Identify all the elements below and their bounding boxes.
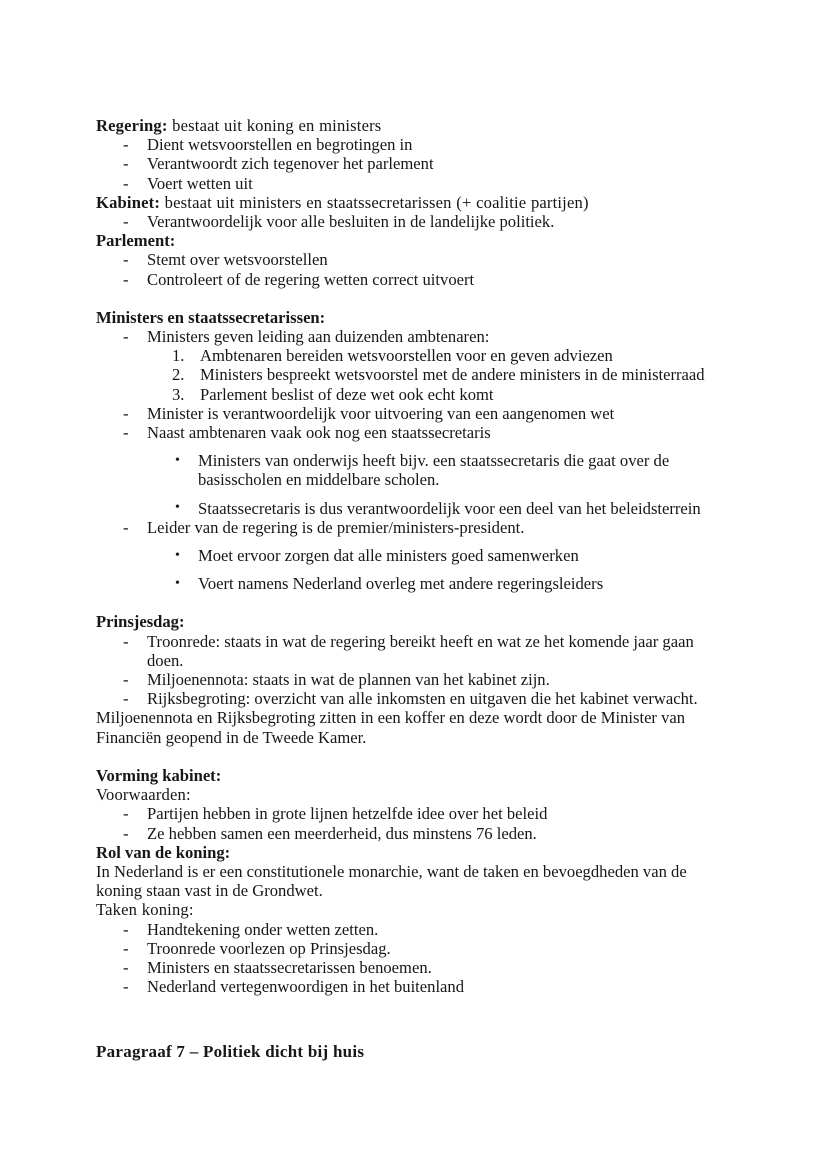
list-item-text: Staatssecretaris is dus verantwoordelijk voor een deel van het beleidsterrein	[198, 498, 701, 518]
parlement-heading: Parlement:	[96, 231, 176, 251]
list-item-text: Ambtenaren bereiden wetsvoorstellen voor en geven adviezen	[200, 346, 613, 366]
section-gap	[96, 593, 714, 612]
dash-marker-icon: -	[123, 173, 129, 193]
list-item-text: Voert namens Nederland overleg met andere regeringsleiders	[198, 574, 604, 594]
bullet-marker-icon: •	[175, 452, 180, 468]
list-item	[96, 154, 714, 173]
numbered-list-item	[96, 346, 714, 365]
dash-marker-icon: -	[123, 938, 129, 958]
list-item	[96, 689, 714, 708]
dash-marker-icon: -	[123, 670, 129, 690]
list-item	[96, 518, 714, 537]
prinsjesdag-paragraph: Miljoenennota en Rijksbegroting zitten in een koffer en deze wordt door de Minister van Financiën geopend in de Tweede Kamer.	[96, 708, 686, 747]
rol-koning-paragraph: In Nederland is er een constitutionele monarchie, want de taken en bevoegdheden van de koning staan vast in de Grondwet.	[96, 861, 687, 901]
taken-koning-subheading: Taken koning:	[96, 900, 194, 920]
list-item	[96, 939, 714, 958]
bullet-marker-icon: •	[175, 547, 180, 563]
list-gap	[96, 442, 714, 451]
section-gap	[96, 747, 714, 766]
list-item-text: Voert wetten uit	[147, 173, 253, 193]
regering-label: Regering:	[96, 116, 168, 135]
list-item-text: Minister is verantwoordelijk voor uitvoering van een aangenomen wet	[147, 403, 615, 423]
list-item-text: Dient wetsvoorstellen en begrotingen in	[147, 135, 413, 155]
list-item	[96, 135, 714, 154]
list-number: 1.	[172, 346, 185, 366]
bullet-marker-icon: •	[175, 500, 180, 516]
numbered-list-item	[96, 365, 714, 384]
bullet-list-item	[96, 499, 714, 518]
list-item-text: Rijksbegroting: overzicht van alle inkomsten en uitgaven die het kabinet verwacht.	[147, 689, 698, 709]
list-number: 3.	[172, 384, 185, 404]
list-item	[96, 632, 714, 670]
dash-marker-icon: -	[123, 919, 129, 939]
list-item-text: Ministers van onderwijs heeft bijv. een staatssecretaris die gaat over de basisscholen en middelbare scholen.	[198, 451, 670, 490]
dash-marker-icon: -	[123, 823, 129, 843]
list-item-text: Ministers geven leiding aan duizenden ambtenaren:	[147, 327, 490, 347]
list-item-text: Controleert of de regering wetten correct uitvoert	[147, 269, 475, 289]
dash-marker-icon: -	[123, 689, 129, 709]
list-item-text: Leider van de regering is de premier/ministers-president.	[147, 517, 525, 537]
list-item-text: Stemt over wetsvoorstellen	[147, 250, 328, 270]
list-item-text: Ministers bespreekt wetsvoorstel met de andere ministers in de ministerraad	[200, 365, 705, 385]
paragraph-heading: Paragraaf 7 – Politiek dicht bij huis	[96, 1042, 365, 1061]
rol-koning-heading: Rol van de koning:	[96, 842, 231, 862]
kabinet-label-rest: bestaat uit ministers en staatssecretarissen (+ coalitie partijen)	[160, 192, 589, 212]
list-item-text: Ministers en staatssecretarissen benoemen.	[147, 957, 432, 977]
dash-marker-icon: -	[123, 403, 129, 423]
list-item	[96, 174, 714, 193]
ministers-heading: Ministers en staatssecretarissen:	[96, 307, 326, 327]
list-item-text: Handtekening onder wetten zetten.	[147, 919, 379, 939]
list-item-text: Troonrede: staats in wat de regering bereikt heeft en wat ze het komende jaar gaan doen.	[147, 631, 694, 670]
list-item-text: Naast ambtenaren vaak ook nog een staatssecretaris	[147, 423, 491, 443]
list-item	[96, 824, 714, 843]
bullet-marker-icon: •	[175, 575, 180, 591]
bullet-list-item	[96, 574, 714, 593]
dash-marker-icon: -	[123, 135, 129, 155]
list-gap	[96, 537, 714, 546]
voorwaarden-subheading: Voorwaarden:	[96, 785, 191, 805]
list-item	[96, 327, 714, 346]
bullet-list-item	[96, 451, 714, 489]
list-item-text: Verantwoordt zich tegenover het parlement	[147, 154, 434, 174]
section-gap	[96, 289, 714, 308]
dash-marker-icon: -	[123, 957, 129, 977]
document-body	[96, 116, 714, 996]
list-item-text: Parlement beslist of deze wet ook echt komt	[200, 384, 494, 404]
dash-marker-icon: -	[123, 423, 129, 443]
dash-marker-icon: -	[123, 154, 129, 174]
list-item	[96, 250, 714, 269]
kabinet-label-line	[96, 193, 714, 212]
regering-label-rest: bestaat uit koning en ministers	[167, 116, 382, 135]
dash-marker-icon: -	[123, 250, 129, 270]
list-item	[96, 804, 714, 823]
dash-marker-icon: -	[123, 804, 129, 824]
list-item	[96, 958, 714, 977]
dash-marker-icon: -	[123, 327, 129, 347]
list-item	[96, 977, 714, 996]
list-item	[96, 212, 714, 231]
list-number: 2.	[172, 365, 185, 385]
list-item-text: Miljoenennota: staats in wat de plannen van het kabinet zijn.	[147, 670, 550, 690]
list-gap	[96, 490, 714, 499]
vorming-kabinet-heading: Vorming kabinet:	[96, 765, 222, 785]
dash-marker-icon: -	[123, 631, 129, 651]
dash-marker-icon: -	[123, 212, 129, 232]
list-item	[96, 404, 714, 423]
list-item-text: Nederland vertegenwoordigen in het buitenland	[147, 977, 465, 997]
list-item-text: Moet ervoor zorgen dat alle ministers goed samenwerken	[198, 546, 579, 566]
list-item	[96, 423, 714, 442]
regering-label-line	[96, 116, 714, 135]
list-item-text: Partijen hebben in grote lijnen hetzelfde idee over het beleid	[147, 804, 548, 824]
list-item	[96, 920, 714, 939]
list-gap	[96, 565, 714, 574]
numbered-list-item	[96, 385, 714, 404]
list-item-text: Verantwoordelijk voor alle besluiten in de landelijke politiek.	[147, 212, 555, 232]
list-item	[96, 270, 714, 289]
list-item	[96, 670, 714, 689]
list-item-text: Ze hebben samen een meerderheid, dus minstens 76 leden.	[147, 823, 537, 843]
list-item-text: Troonrede voorlezen op Prinsjesdag.	[147, 938, 391, 958]
dash-marker-icon: -	[123, 269, 129, 289]
bullet-list-item	[96, 546, 714, 565]
kabinet-label: Kabinet:	[96, 192, 161, 212]
prinsjesdag-heading: Prinsjesdag:	[96, 612, 185, 632]
dash-marker-icon: -	[123, 977, 129, 997]
dash-marker-icon: -	[123, 517, 129, 537]
